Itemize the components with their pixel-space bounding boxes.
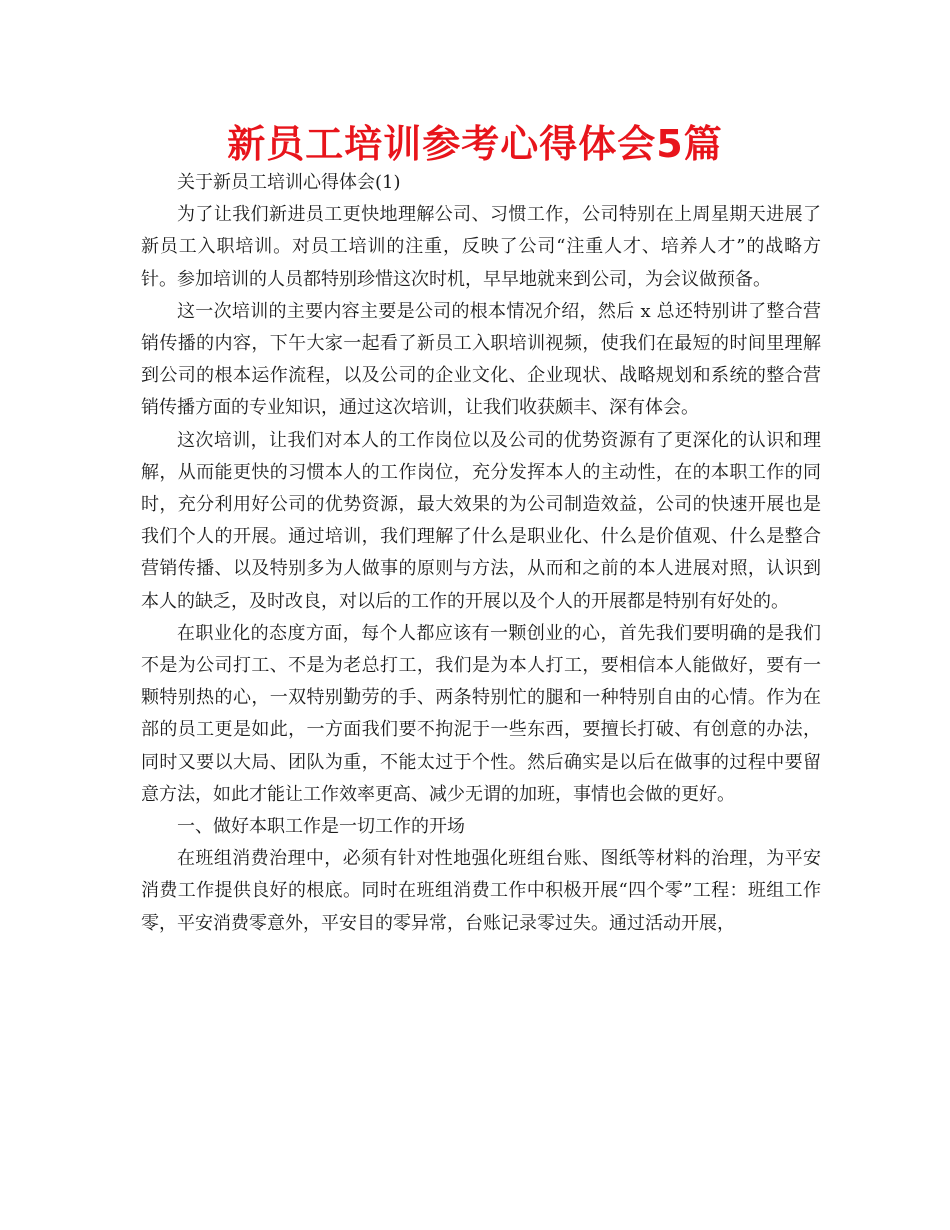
paragraph: 这次培训，让我们对本人的工作岗位以及公司的优势资源有了更深化的认识和理解，从而能更快的习惯本人的工作岗位，充分发挥本人的主动性，在的本职工作的同时，充分利用好公司的优势资源，最大效果的为公司制造效益，公司的快速开展也是我们个人的开展。通过培训，我们理解了什么是职业化、什么是价值观、什么是整合营销传播、以及特别多为人做事的原则与方法，从而和之前的本人进展对照，认识到本人的缺乏，及时改良，对以后的工作的开展以及个人的开展都是特别有好处的。 <box>141 429 821 612</box>
paragraph: 为了让我们新进员工更快地理解公司、习惯工作，公司特别在上周星期天进展了新员工入职培训。对员工培训的注重，反映了公司“注重人才、培养人才”的战略方针。参加培训的人员都特别珍惜这次时机，早早地就来到公司，为会议做预备。 <box>141 204 821 290</box>
document-title: 新员工培训参考心得体会5篇 <box>227 122 723 166</box>
section-heading: 一、做好本职工作是一切工作的开场 <box>177 816 465 838</box>
section-heading: 关于新员工培训心得体会(1) <box>177 172 401 193</box>
paragraph: 这一次培训的主要内容主要是公司的根本情况介绍，然后 x 总还特别讲了整合营销传播的内容，下午大家一起看了新员工入职培训视频，使我们在最短的时间里理解到公司的根本运作流程，以及公司的企业文化、企业现状、战略规划和系统的整合营销传播方面的专业知识，通过这次培训，让我们收获颇丰、深有体会。 <box>141 300 821 419</box>
paragraph: 在职业化的态度方面，每个人都应该有一颗创业的心，首先我们要明确的是我们不是为公司打工、不是为老总打工，我们是为本人打工，要相信本人能做好，要有一颗特别热的心，一双特别勤劳的手、两条特别忙的腿和一种特别自由的心情。作为在部的员工更是如此，一方面我们要不拘泥于一些东西，要擅长打破、有创意的办法，同时又要以大局、团队为重，不能太过于个性。然后确实是以后在做事的过程中要留意方法，如此才能让工作效率更高、减少无谓的加班，事情也会做的更好。 <box>141 622 821 805</box>
document-body <box>141 167 821 940</box>
paragraph: 在班组消费治理中，必须有针对性地强化班组台账、图纸等材料的治理，为平安消费工作提供良好的根底。同时在班组消费工作中积极开展“四个零”工程：班组工作零，平安消费零意外，平安目的零异常，台账记录零过失。通过活动开展， <box>141 848 821 934</box>
